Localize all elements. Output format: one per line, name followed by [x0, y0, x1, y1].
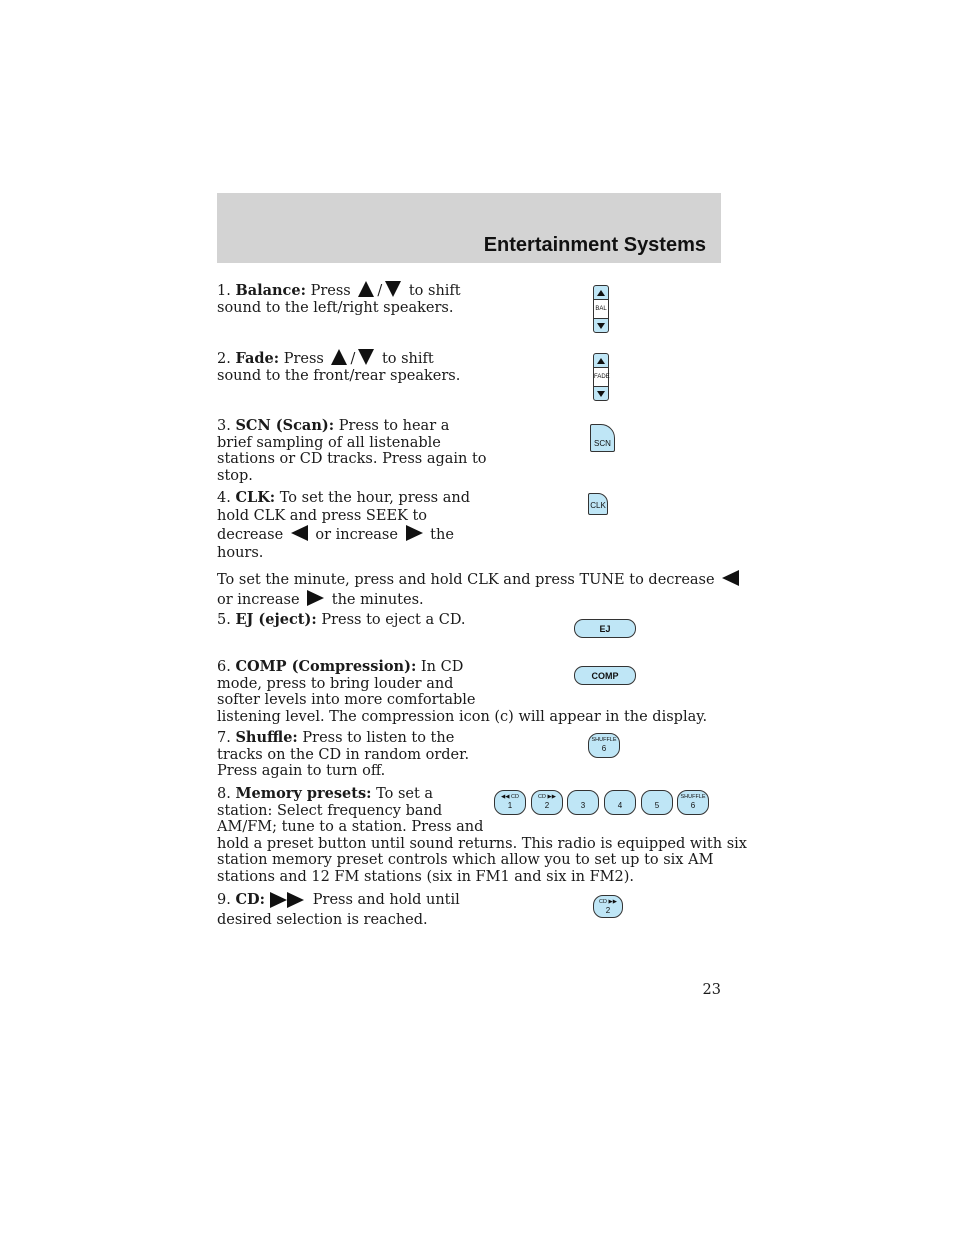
presets-paragraph: 8. Memory presets: To set a station: Select frequency band AM/FM; tune to a station. Press and hold a preset button until sound returns. This radio is equipped with six station memory preset controls which allow you to set up to six AM stations and 12 FM stations (six in FM1 and six in FM2). [217, 785, 747, 885]
preset-button-4-icon: 4 [604, 790, 636, 815]
section-title: Entertainment Systems [483, 234, 706, 256]
up-arrow-icon [597, 358, 605, 364]
bal-button-icon: BAL [593, 285, 609, 333]
down-arrow-icon [385, 281, 401, 297]
clk-minute-paragraph: To set the minute, press and hold CLK and press TUNE to decrease or increase the minutes. [217, 570, 742, 610]
cd-paragraph: 9. CD: Press and hold until desired selection is reached. [217, 891, 460, 928]
preset-button-1-icon: ◀◀ CD 1 [494, 790, 526, 815]
left-arrow-icon [291, 525, 308, 541]
page-number: 23 [702, 982, 721, 998]
eject-paragraph: 5. EJ (eject): Press to eject a CD. [217, 611, 466, 628]
fast-forward-icon [270, 892, 304, 911]
up-arrow-icon [358, 281, 374, 297]
preset-button-3-icon: 3 [567, 790, 599, 815]
preset-button-6-icon: SHUFFLE 6 [677, 790, 709, 815]
comp-button-icon: COMP [574, 666, 636, 685]
right-arrow-icon [406, 525, 423, 541]
up-arrow-icon [331, 349, 347, 365]
up-arrow-icon [597, 290, 605, 296]
balance-paragraph: 1. Balance: Press / to shift sound to the left/right speakers. [217, 282, 461, 316]
right-arrow-icon [307, 590, 324, 606]
left-arrow-icon [722, 570, 739, 586]
shuffle-button-icon: SHUFFLE 6 [588, 733, 620, 758]
scan-paragraph: 3. SCN (Scan): Press to hear a brief sampling of all listenable stations or CD tracks. Press again to stop. [217, 417, 487, 484]
preset-button-5-icon: 5 [641, 790, 673, 815]
fade-button-icon: FADE [593, 353, 609, 401]
down-arrow-icon [597, 391, 605, 397]
comp-paragraph: 6. COMP (Compression): In CD mode, press to bring louder and softer levels into more comfortable listening level. The compression icon (c) will appear in the display. [217, 658, 708, 725]
clk-paragraph: 4. CLK: To set the hour, press and hold CLK and press SEEK to decrease or increase the hours. [217, 489, 470, 561]
scn-button-icon: SCN [590, 424, 615, 452]
section-header-band [217, 193, 721, 263]
cd-button-icon: CD ▶▶ 2 [593, 895, 623, 918]
shuffle-paragraph: 7. Shuffle: Press to listen to the tracks on the CD in random order. Press again to turn off. [217, 729, 470, 779]
fade-paragraph: 2. Fade: Press / to shift sound to the front/rear speakers. [217, 350, 461, 384]
clk-button-icon: CLK [588, 493, 608, 515]
down-arrow-icon [358, 349, 374, 365]
down-arrow-icon [597, 323, 605, 329]
preset-button-2-icon: CD ▶▶ 2 [531, 790, 563, 815]
ej-button-icon: EJ [574, 619, 636, 638]
